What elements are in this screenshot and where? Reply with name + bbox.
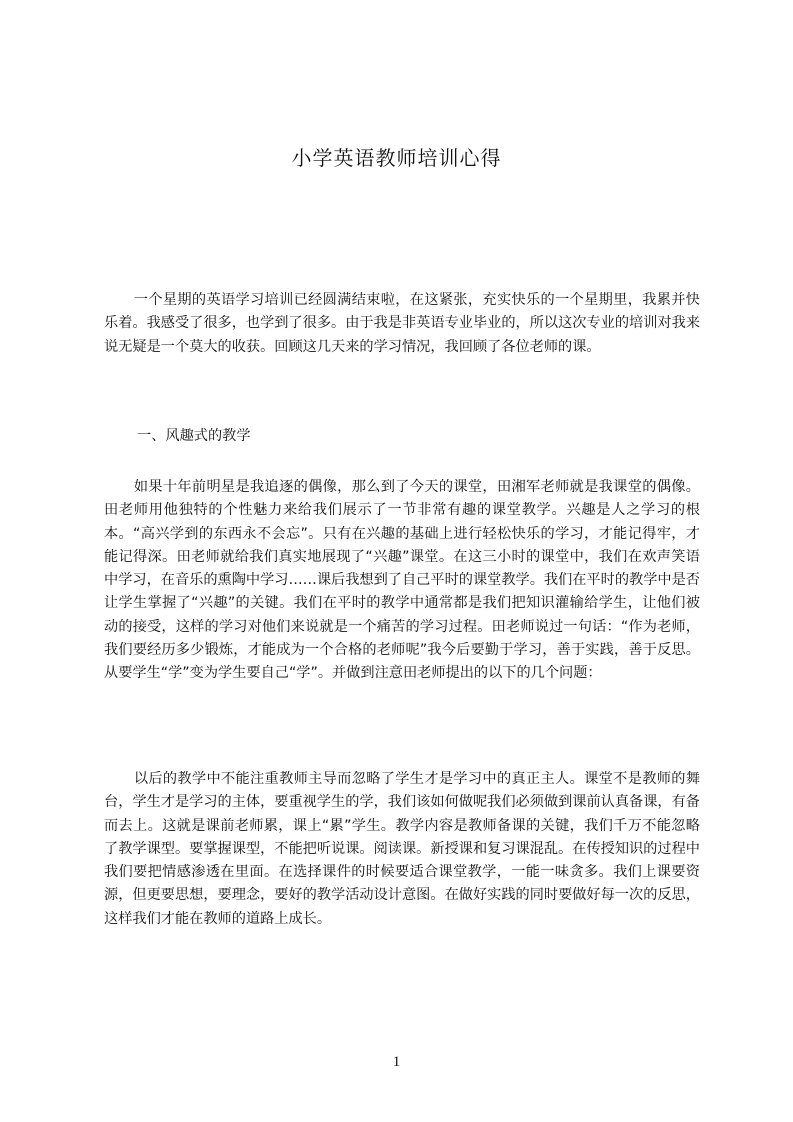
- intro-paragraph: 一个星期的英语学习培训已经圆满结束啦，在这紧张，充实快乐的一个星期里，我累并快乐着。我感受了很多，也学到了很多。由于我是非英语专业毕业的，所以这次专业的培训对我来说无疑是一个莫大的收获。回顾这几天来的学习情况，我回顾了各位老师的课。: [104, 292, 700, 355]
- page-number: 1: [392, 1054, 401, 1070]
- body-paragraph: 如果十年前明星是我追逐的偶像，那么到了今天的课堂，田湘军老师就是我课堂的偶像。田老师用他独特的个性魅力来给我们展示了一节非常有趣的课堂教学。兴趣是人之学习的根本。“高兴学到的东西永不会忘”。只有在兴趣的基础上进行轻松快乐的学习，才能记得牢，才能记得深。田老师就给我们真实地展现了“兴趣”课堂。在这三小时的课堂中，我们在欢声笑语中学习，在音乐的熏陶中学习……课后我想到了自己平时的课堂教学。我们在平时的教学中是否让学生掌握了“兴趣”的关键。我们在平时的教学中通常都是我们把知识灌输给学生，让他们被动的接受，这样的学习对他们来说就是一个痛苦的学习过程。田老师说过一句话：“作为老师，我们要经历多少锻炼，才能成为一个合格的老师呢”我今后要勤于学习，善于实践，善于反思。从要学生“学”变为学生要自己“学”。并做到注意田老师提出的以下的几个问题：: [104, 479, 700, 682]
- body-paragraph: 以后的教学中不能注重教师主导而忽略了学生才是学习中的真正主人。课堂不是教师的舞台，学生才是学习的主体，要重视学生的学，我们该如何做呢我们必须做到课前认真备课，有备而去上。这就是课前老师累，课上“累”学生。教学内容是教师备课的关键，我们千万不能忽略了教学课型。要掌握课型，不能把听说课。阅读课。新授课和复习课混乱。在传授知识的过程中我们要把情感渗透在里面。在选择课件的时候要适合课堂教学，一能一味贪多。我们上课要资源，但更要思想，要理念，要好的教学活动设计意图。在做好实践的同时要做好每一次的反思，这样我们才能在教师的道路上成长。: [104, 771, 700, 927]
- document-title: 小学英语教师培训心得: [291, 146, 502, 170]
- section-heading: 一、风趣式的教学: [137, 428, 251, 444]
